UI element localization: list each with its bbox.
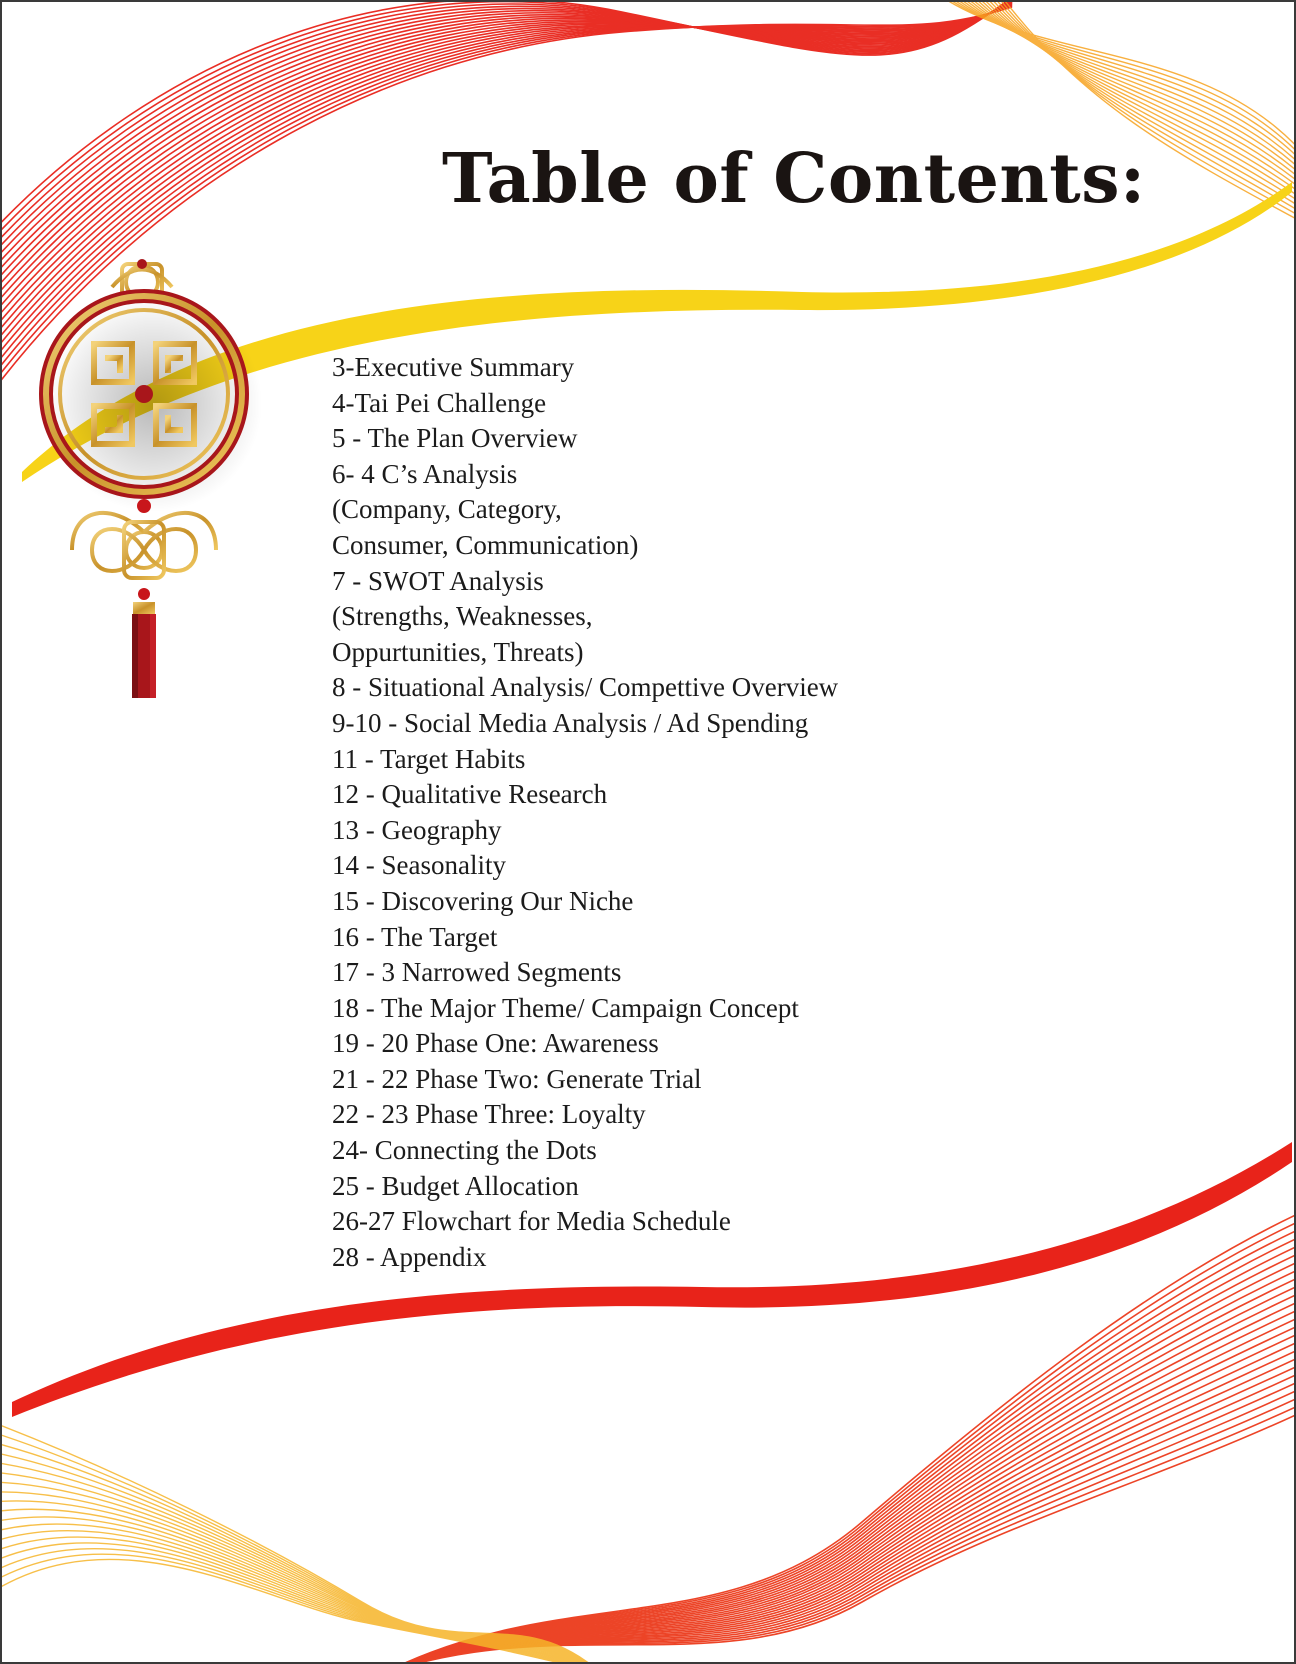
chinese-knot-ornament-icon — [32, 2, 272, 702]
toc-entry: 22 - 23 Phase Three: Loyalty — [332, 1099, 646, 1130]
toc-entry: 26-27 Flowchart for Media Schedule — [332, 1206, 731, 1237]
bottom-right-red-waves — [382, 1212, 1296, 1664]
toc-entry: 6- 4 C’s Analysis — [332, 458, 518, 489]
bottom-left-gold-waves — [2, 1422, 602, 1664]
toc-entry: 24- Connecting the Dots — [332, 1135, 597, 1166]
toc-entry: 8 - Situational Analysis/ Compettive Overview — [332, 672, 839, 703]
toc-entry: 5 - The Plan Overview — [332, 423, 578, 454]
toc-entry-subtext: (Company, Category, — [332, 494, 562, 525]
toc-entry: 18 - The Major Theme/ Campaign Concept — [332, 992, 799, 1023]
toc-entry-subtext: Consumer, Communication) — [332, 529, 639, 560]
page-title: Table of Contents: — [442, 139, 1146, 219]
toc-entry: 25 - Budget Allocation — [332, 1170, 579, 1201]
toc-entry: 14 - Seasonality — [332, 850, 506, 881]
toc-entry: 15 - Discovering Our Niche — [332, 885, 634, 916]
toc-entry: 13 - Geography — [332, 814, 502, 845]
toc-entry: 11 - Target Habits — [332, 743, 526, 774]
toc-entry: 17 - 3 Narrowed Segments — [332, 957, 622, 988]
toc-entry: 7 - SWOT Analysis — [332, 565, 544, 596]
toc-entry-subtext: (Strengths, Weaknesses, — [332, 601, 593, 632]
toc-entry: 3-Executive Summary — [332, 352, 575, 382]
table-of-contents-list — [332, 350, 1232, 1275]
toc-entry: 28 - Appendix — [332, 1241, 487, 1272]
toc-entry-subtext: Oppurtunities, Threats) — [332, 636, 584, 667]
toc-entry: 4-Tai Pei Challenge — [332, 387, 547, 418]
toc-entry: 9-10 - Social Media Analysis / Ad Spending — [332, 707, 809, 738]
toc-entry: 12 - Qualitative Research — [332, 779, 608, 810]
toc-entry: 21 - 22 Phase Two: Generate Trial — [332, 1063, 702, 1094]
toc-entry: 19 - 20 Phase One: Awareness — [332, 1028, 659, 1059]
toc-entry: 16 - The Target — [332, 921, 498, 952]
